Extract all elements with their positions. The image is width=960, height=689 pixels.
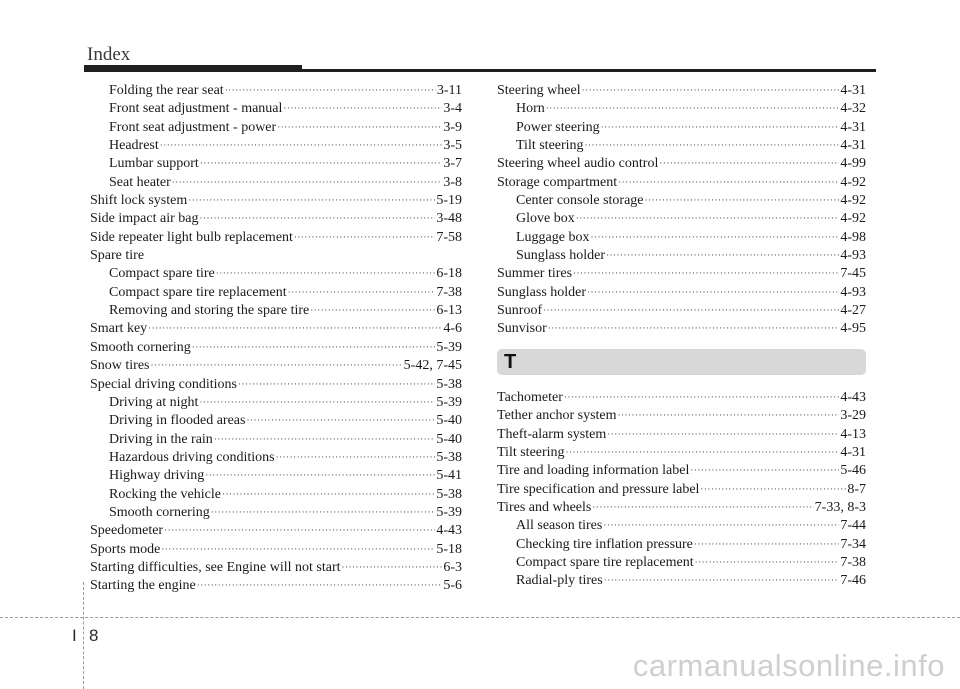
- index-entry-page: 7-33, 8-3: [814, 499, 866, 515]
- index-entry: [90, 265, 462, 283]
- index-entry: [497, 82, 866, 100]
- index-entry: [497, 247, 866, 265]
- index-entry-page: 5-39: [436, 394, 462, 410]
- index-entry-page: 5-38: [436, 486, 462, 502]
- dot-leader: [601, 118, 840, 136]
- index-entry-label: Compact spare tire replacement: [516, 554, 694, 570]
- index-entry: [90, 247, 462, 265]
- index-entry-label: Power steering: [516, 119, 600, 135]
- index-entry-label: Side repeater light bulb replacement: [90, 229, 293, 245]
- index-entry-page: 4-99: [840, 156, 866, 172]
- index-entry: [497, 572, 866, 590]
- index-entry: [497, 444, 866, 462]
- dot-leader: [587, 283, 839, 301]
- index-entry: [497, 389, 866, 407]
- index-entry: [90, 192, 462, 210]
- index-entry: [497, 302, 866, 320]
- index-entry-page: 7-45: [840, 266, 866, 282]
- dot-leader: [546, 99, 840, 117]
- index-entry: [90, 522, 462, 540]
- index-entry-page: 3-7: [443, 156, 462, 172]
- index-entry-page: 5-39: [436, 504, 462, 520]
- dot-leader: [606, 246, 839, 264]
- index-entry-page: 3-4: [443, 101, 462, 117]
- index-entry-label: Smart key: [90, 321, 148, 337]
- dot-leader: [197, 576, 443, 594]
- index-entry: [497, 554, 866, 572]
- index-entry: [90, 504, 462, 522]
- index-entry: [497, 499, 866, 517]
- dot-leader: [548, 319, 840, 337]
- index-entry-page: 6-18: [436, 266, 462, 282]
- index-entry-label: Driving in flooded areas: [109, 413, 246, 429]
- index-entry-label: Tilt steering: [516, 138, 584, 154]
- dot-leader: [200, 154, 443, 172]
- index-entry: [497, 137, 866, 155]
- dot-leader: [192, 338, 436, 356]
- index-column-left: [90, 82, 462, 596]
- index-entry: [90, 302, 462, 320]
- dot-leader: [592, 498, 813, 516]
- index-entry: [90, 449, 462, 467]
- index-entry: [90, 376, 462, 394]
- index-entry-page: 6-3: [443, 559, 462, 575]
- dot-leader: [700, 480, 846, 498]
- index-entry-page: 4-93: [840, 284, 866, 300]
- index-entry-label: Spare tire: [90, 248, 145, 264]
- index-entry-page: 4-43: [436, 523, 462, 539]
- index-entry-label: Side impact air bag: [90, 211, 199, 227]
- dot-leader: [160, 136, 443, 154]
- dot-leader: [222, 485, 435, 503]
- dot-leader: [246, 411, 435, 429]
- index-entry-page: 6-13: [436, 303, 462, 319]
- dot-leader: [585, 136, 840, 154]
- index-entry-label: Hazardous driving conditions: [109, 449, 275, 465]
- index-entry-label: Smooth cornering: [90, 339, 191, 355]
- index-entry-page: 4-92: [840, 211, 866, 227]
- section-letter-box: [497, 349, 866, 375]
- index-entry-label: Radial-ply tires: [516, 573, 603, 589]
- index-entry: [90, 119, 462, 137]
- index-entry: [497, 155, 866, 173]
- dot-leader: [618, 173, 839, 191]
- index-entry-label: Tire and loading information label: [497, 463, 690, 479]
- index-entry: [90, 412, 462, 430]
- index-entry-page: 5-39: [436, 339, 462, 355]
- dot-leader: [576, 209, 840, 227]
- dot-leader: [172, 173, 443, 191]
- index-entry-label: Tether anchor system: [497, 408, 617, 424]
- index-entry-label: Sunglass holder: [516, 248, 606, 264]
- dot-leader: [695, 553, 840, 571]
- index-entry: [90, 486, 462, 504]
- dot-leader: [590, 228, 839, 246]
- dot-leader: [148, 319, 442, 337]
- index-entry: [497, 192, 866, 210]
- index-entry: [90, 394, 462, 412]
- index-entry-label: Theft-alarm system: [497, 426, 607, 442]
- dot-leader: [694, 535, 839, 553]
- index-entry-page: 3-5: [443, 138, 462, 154]
- index-entry: [90, 339, 462, 357]
- index-entry: [497, 210, 866, 228]
- footer-page-number: 8: [89, 626, 99, 645]
- header-rule-thin: [84, 69, 876, 72]
- index-entry: [497, 536, 866, 554]
- index-entry: [90, 577, 462, 595]
- index-entry: [90, 210, 462, 228]
- index-entry-page: 5-46: [840, 463, 866, 479]
- dot-leader: [566, 443, 840, 461]
- index-entry-label: Tire specification and pressure label: [497, 481, 700, 497]
- index-entry-label: Sunroof: [497, 303, 543, 319]
- footer-section-letter: I: [72, 626, 77, 645]
- index-entry-page: 5-38: [436, 449, 462, 465]
- index-entry-page: 4-95: [840, 321, 866, 337]
- index-entry: [90, 137, 462, 155]
- index-entry-page: 4-92: [840, 193, 866, 209]
- index-entry-label: Checking tire inflation pressure: [516, 536, 693, 552]
- dot-leader: [543, 301, 839, 319]
- index-entry-label: Speedometer: [90, 523, 164, 539]
- index-entry: [497, 119, 866, 137]
- index-entry-page: 5-41: [436, 468, 462, 484]
- index-entry: [90, 541, 462, 559]
- index-entry-page: 4-6: [443, 321, 462, 337]
- footer-vertical-dashed-line: [83, 582, 84, 689]
- index-entry-page: 4-31: [840, 444, 866, 460]
- index-entry-page: 3-11: [436, 83, 462, 98]
- dot-leader: [564, 388, 839, 406]
- dot-leader: [607, 425, 839, 443]
- dot-leader: [582, 81, 840, 99]
- dot-leader: [603, 516, 839, 534]
- index-entry: [90, 431, 462, 449]
- index-entry-label: Special driving conditions: [90, 376, 237, 392]
- index-entry-label: Storage compartment: [497, 174, 618, 190]
- index-entry-label: Center console storage: [516, 193, 644, 209]
- index-list-s-continued: [497, 82, 866, 339]
- index-entry-page: 7-38: [840, 554, 866, 570]
- section-letter: T: [504, 350, 517, 373]
- index-entry-label: Steering wheel: [497, 83, 581, 98]
- index-entry: [90, 559, 462, 577]
- dot-leader: [310, 301, 435, 319]
- dot-leader: [211, 503, 436, 521]
- dot-leader: [645, 191, 840, 209]
- index-entry-label: Starting difficulties, see Engine will not start: [90, 559, 341, 575]
- dot-leader: [214, 430, 436, 448]
- dot-leader: [659, 154, 839, 172]
- index-entry-label: Sunglass holder: [497, 284, 587, 300]
- dot-leader: [216, 264, 436, 282]
- index-entry: [90, 174, 462, 192]
- dot-leader: [151, 356, 403, 374]
- index-entry-label: Shift lock system: [90, 193, 188, 209]
- index-entry-page: 7-44: [840, 518, 866, 534]
- dot-leader: [188, 191, 435, 209]
- index-entry-label: Glove box: [516, 211, 575, 227]
- index-entry: [497, 284, 866, 302]
- index-entry-page: 4-31: [840, 119, 866, 135]
- index-entry-page: 7-58: [436, 229, 462, 245]
- page-title: Index: [87, 44, 131, 65]
- index-entry-label: Horn: [516, 101, 545, 117]
- index-entry-page: 4-98: [840, 229, 866, 245]
- watermark: carmanualsonline.info: [632, 648, 945, 683]
- index-entry-page: 4-92: [840, 174, 866, 190]
- index-entry: [497, 174, 866, 192]
- dot-leader: [690, 461, 839, 479]
- index-entry-page: 4-32: [840, 101, 866, 117]
- index-entry-label: Summer tires: [497, 266, 573, 282]
- index-entry: [497, 229, 866, 247]
- index-entry-page: 5-42, 7-45: [403, 358, 462, 374]
- index-entry: [497, 481, 866, 499]
- index-entry-label: Compact spare tire: [109, 266, 215, 282]
- index-entry-page: 5-40: [436, 413, 462, 429]
- index-entry-label: Highway driving: [109, 468, 205, 484]
- index-entry: [90, 155, 462, 173]
- index-entry: [90, 467, 462, 485]
- dot-leader: [205, 466, 435, 484]
- index-entry-label: Tachometer: [497, 389, 563, 405]
- index-entry-label: Tilt steering: [497, 444, 565, 460]
- index-entry-page: 8-7: [847, 481, 866, 497]
- dot-leader: [161, 540, 435, 558]
- index-entry: [90, 320, 462, 338]
- index-entry-label: Headrest: [109, 138, 159, 154]
- dot-leader: [199, 209, 435, 227]
- dot-leader: [618, 406, 840, 424]
- index-entry-page: 4-31: [840, 83, 866, 98]
- dot-leader: [294, 228, 435, 246]
- index-entry-label: Driving in the rain: [109, 431, 213, 447]
- index-entry: [90, 100, 462, 118]
- index-entry-page: 3-48: [436, 211, 462, 227]
- index-entry-page: 4-43: [840, 389, 866, 405]
- dot-leader: [164, 521, 435, 539]
- index-entry-label: Front seat adjustment - manual: [109, 101, 283, 117]
- index-entry-label: Snow tires: [90, 358, 150, 374]
- index-entry-page: 7-46: [840, 573, 866, 589]
- index-entry: [90, 82, 462, 100]
- index-entry-page: 7-34: [840, 536, 866, 552]
- index-entry-page: 7-38: [436, 284, 462, 300]
- index-entry-label: Starting the engine: [90, 578, 196, 594]
- index-entry: [497, 265, 866, 283]
- index-entry-label: Removing and storing the spare tire: [109, 303, 310, 319]
- index-entry-label: All season tires: [516, 518, 603, 534]
- index-entry-page: 5-19: [436, 193, 462, 209]
- index-entry-page: 3-29: [840, 408, 866, 424]
- index-entry-page: 5-38: [436, 376, 462, 392]
- index-entry: [90, 229, 462, 247]
- index-entry-label: Luggage box: [516, 229, 590, 245]
- index-entry-page: 3-8: [443, 174, 462, 190]
- index-entry: [90, 284, 462, 302]
- index-entry-page: 4-93: [840, 248, 866, 264]
- index-entry: [497, 462, 866, 480]
- index-entry: [497, 426, 866, 444]
- index-entry-label: Lumbar support: [109, 156, 199, 172]
- index-entry-label: Seat heater: [109, 174, 171, 190]
- dot-leader: [283, 99, 442, 117]
- index-entry-page: 4-27: [840, 303, 866, 319]
- index-entry-page: 5-40: [436, 431, 462, 447]
- index-entry-label: Front seat adjustment - power: [109, 119, 277, 135]
- dot-leader: [199, 393, 435, 411]
- index-entry-label: Driving at night: [109, 394, 199, 410]
- footer-dashed-line: [0, 617, 960, 618]
- index-entry-label: Steering wheel audio control: [497, 156, 659, 172]
- index-entry-label: Tires and wheels: [497, 499, 592, 515]
- index-entry: [497, 320, 866, 338]
- index-entry-label: Sunvisor: [497, 321, 547, 337]
- index-entry-page: 4-31: [840, 138, 866, 154]
- index-entry-page: 5-6: [443, 578, 462, 594]
- dot-leader: [604, 571, 840, 589]
- index-entry-label: Sports mode: [90, 541, 161, 557]
- index-column-right: [497, 82, 866, 591]
- index-entry-page: 3-9: [443, 119, 462, 135]
- index-entry-label: Smooth cornering: [109, 504, 210, 520]
- index-entry-page: 5-18: [436, 541, 462, 557]
- index-entry: [497, 517, 866, 535]
- dot-leader: [288, 283, 436, 301]
- index-entry: [497, 100, 866, 118]
- dot-leader: [276, 448, 436, 466]
- index-list-t: [497, 389, 866, 591]
- dot-leader: [342, 558, 443, 576]
- index-entry-label: Folding the rear seat: [109, 83, 224, 98]
- dot-leader: [277, 118, 442, 136]
- dot-leader: [225, 81, 436, 99]
- index-entry: [90, 357, 462, 375]
- dot-leader: [573, 264, 839, 282]
- index-entry-page: 4-13: [840, 426, 866, 442]
- index-entry: [497, 407, 866, 425]
- index-entry-label: Compact spare tire replacement: [109, 284, 287, 300]
- dot-leader: [238, 375, 435, 393]
- index-entry-label: Rocking the vehicle: [109, 486, 221, 502]
